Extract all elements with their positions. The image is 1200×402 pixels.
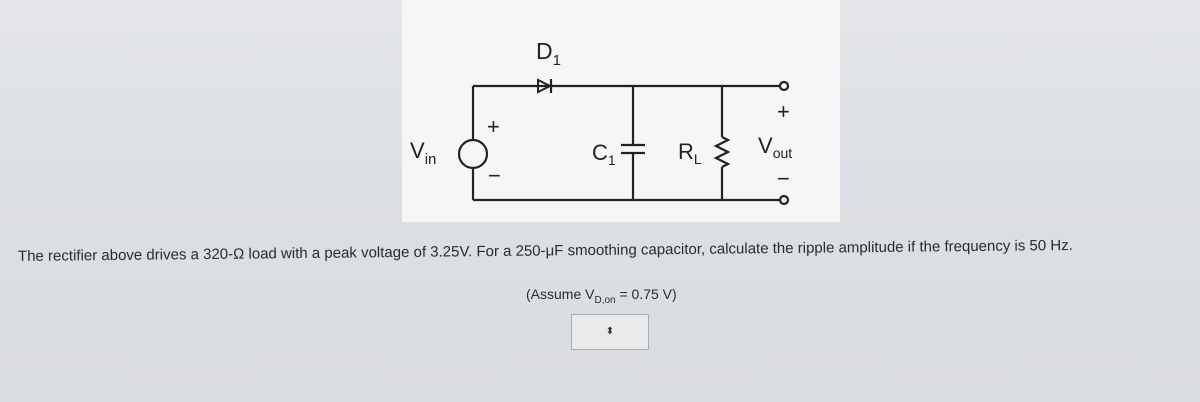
diode-label: $D_1$ (536, 38, 561, 69)
capacitor-label: $C_1$ (592, 140, 616, 168)
problem-statement: The rectifier above drives a 320-Ω load with a peak voltage of 3.25V. For a 250-μF smoothing capacitor, calculate the ripple amplitude if the frequency is 50 Hz. (17, 236, 1073, 265)
source-plus-sign: + (487, 114, 500, 139)
updown-arrows-icon: ⬍ (605, 326, 615, 337)
source-symbol (459, 140, 487, 168)
output-plus-sign: + (777, 99, 790, 124)
output-terminal-top (780, 82, 788, 90)
output-minus-sign: − (777, 166, 790, 191)
answer-dropdown[interactable] (571, 314, 649, 350)
source-minus-sign: − (488, 163, 501, 188)
resistor-zigzag (716, 137, 728, 167)
resistor-label: $R_L$ (678, 139, 702, 167)
vout-label: $V_{out}$ (758, 133, 793, 161)
assumption-note: (Assume $V_{D,on} = 0.75$ V) (526, 286, 677, 306)
output-terminal-bottom (780, 196, 788, 204)
vin-label: $V_{in}$ (410, 138, 437, 168)
